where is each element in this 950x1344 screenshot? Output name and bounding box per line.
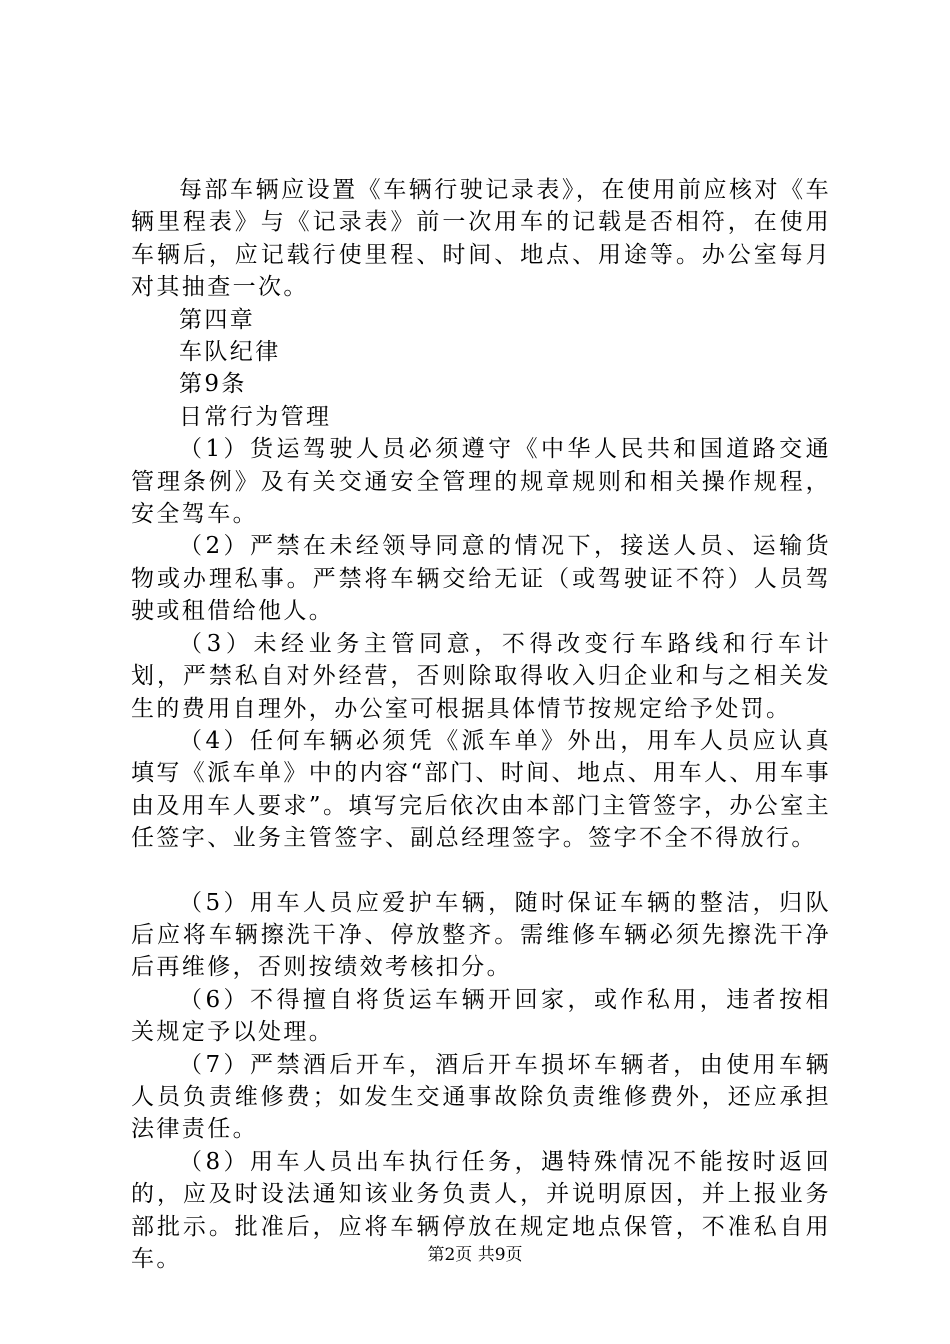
- article-number: 第9条: [179, 371, 247, 398]
- rule-item-1: （1）货运驾驶人员必须遵守《中华人民共和国道路交通管理条例》及有关交通安全管理的规章规则和相关操作规程，安全驾车。: [131, 436, 831, 528]
- page-footer: 第2页 共9页: [427, 1245, 523, 1265]
- rule-item-7: （7）严禁酒后开车，酒后开车损坏车辆者，由使用车辆人员负责维修费；如发生交通事故除负责维修费外，还应承担法律责任。: [131, 1051, 831, 1143]
- rule-item-5: （5）用车人员应爱护车辆，随时保证车辆的整洁，归队后应将车辆擦洗干净、停放整齐。需维修车辆必须先擦洗干净后再维修，否则按绩效考核扣分。: [131, 889, 831, 981]
- document-body: [131, 174, 831, 1275]
- rule-item-6: （6）不得擅自将货运车辆开回家，或作私用，违者按相关规定予以处理。: [131, 986, 831, 1046]
- paragraph-spacer: [131, 855, 831, 887]
- article-title: 日常行为管理: [179, 403, 332, 430]
- rule-item-8: （8）用车人员出车执行任务，遇特殊情况不能按时返回的，应及时设法通知该业务负责人，并说明原因，并上报业务部批示。批准后，应将车辆停放在规定地点保管，不准私自用车。: [131, 1148, 831, 1272]
- rule-item-2: （2）严禁在未经领导同意的情况下，接送人员、运输货物或办理私事。严禁将车辆交给无证（或驾驶证不符）人员驾驶或租借给他人。: [131, 533, 831, 625]
- chapter-heading: 第四章: [179, 306, 256, 333]
- chapter-title: 车队纪律: [179, 339, 281, 366]
- rule-item-4: （4）任何车辆必须凭《派车单》外出，用车人员应认真填写《派车单》中的内容“部门、时间、地点、用车人、用车事由及用车人要求”。填写完后依次由本部门主管签字，办公室主任签字、业务主管签字、副总经理签字。签字不全不得放行。: [131, 727, 831, 852]
- paragraph-vehicle-log: 每部车辆应设置《车辆行驶记录表》，在使用前应核对《车辆里程表》与《记录表》前一次用车的记载是否相符，在使用车辆后，应记载行使里程、时间、地点、用途等。办公室每月对其抽查一次。: [131, 177, 831, 301]
- rule-item-3: （3）未经业务主管同意，不得改变行车路线和行车计划，严禁私自对外经营，否则除取得收入归企业和与之相关发生的费用自理外，办公室可根据具体情节按规定给予处罚。: [131, 630, 831, 722]
